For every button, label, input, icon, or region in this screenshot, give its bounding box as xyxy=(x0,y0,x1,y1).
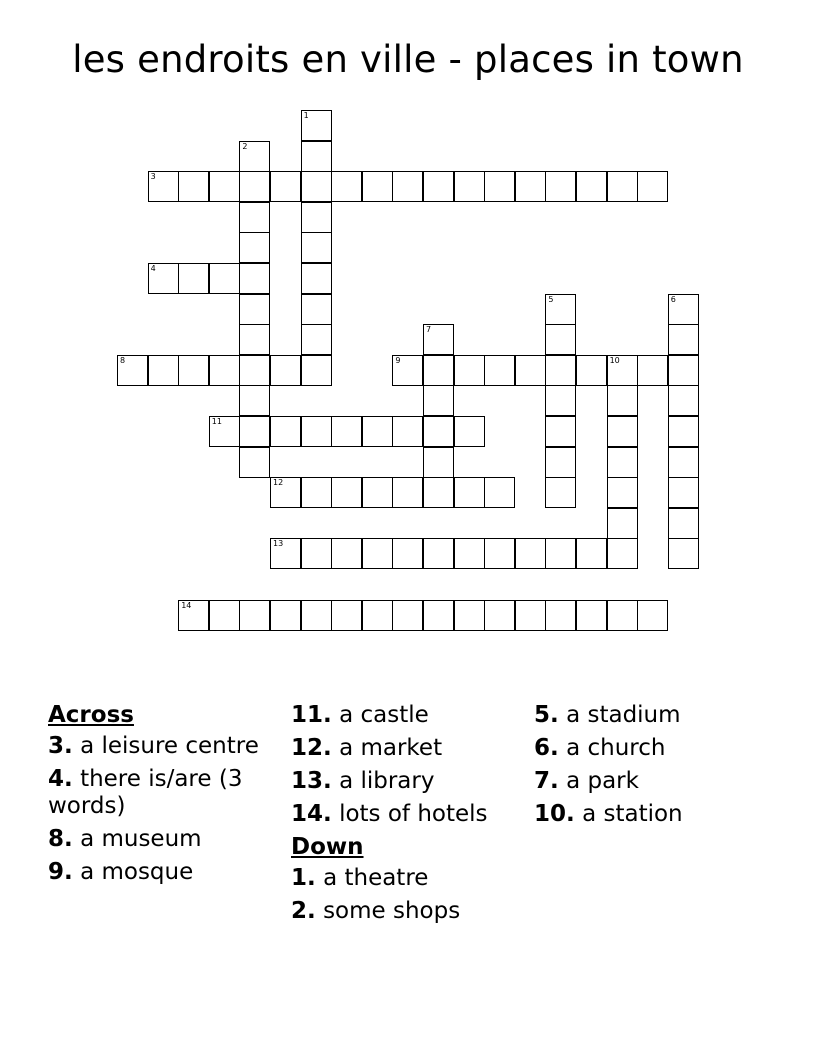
grid-cell[interactable] xyxy=(637,600,668,631)
grid-cell[interactable] xyxy=(209,355,240,386)
grid-cell[interactable] xyxy=(331,477,362,508)
grid-cell[interactable] xyxy=(392,171,423,202)
grid-cell[interactable] xyxy=(301,324,332,355)
grid-cell[interactable] xyxy=(362,600,393,631)
grid-cell[interactable] xyxy=(545,447,576,478)
clue-across-14: 14. lots of hotels xyxy=(291,801,488,827)
grid-cell[interactable] xyxy=(362,416,393,447)
grid-cell[interactable] xyxy=(209,416,240,447)
grid-cell[interactable] xyxy=(484,538,515,569)
grid-cell[interactable] xyxy=(301,110,332,141)
grid-cell[interactable] xyxy=(362,538,393,569)
grid-cell[interactable] xyxy=(301,141,332,172)
grid-cell[interactable] xyxy=(423,416,454,447)
grid-cell[interactable] xyxy=(515,355,546,386)
clue-number: 3 xyxy=(150,172,156,182)
grid-cell[interactable] xyxy=(423,477,454,508)
clue-column-3 xyxy=(534,702,794,834)
grid-cell[interactable] xyxy=(239,324,270,355)
grid-cell[interactable] xyxy=(209,600,240,631)
clue-column-2 xyxy=(291,702,531,931)
clue-number: 9 xyxy=(395,355,401,365)
clue-number: 10 xyxy=(609,355,620,365)
clue-across-11: 11. a castle xyxy=(291,702,429,728)
grid-cell[interactable] xyxy=(209,171,240,202)
grid-cell[interactable] xyxy=(668,538,699,569)
grid-cell[interactable] xyxy=(270,355,301,386)
grid-cell[interactable] xyxy=(392,538,423,569)
grid-cell[interactable] xyxy=(270,416,301,447)
grid-cell[interactable] xyxy=(392,600,423,631)
grid-cell[interactable] xyxy=(668,477,699,508)
clue-number: 1 xyxy=(303,111,309,120)
grid-cell[interactable] xyxy=(454,171,485,202)
grid-cell[interactable] xyxy=(484,477,515,508)
clue-number: 6 xyxy=(670,294,676,304)
clue-across-9: 9. a mosque xyxy=(48,859,194,885)
clue-number: 7 xyxy=(426,325,432,335)
grid-cell[interactable] xyxy=(148,355,179,386)
grid-cell[interactable] xyxy=(454,477,485,508)
clue-down-10: 10. a station xyxy=(534,801,683,827)
grid-cell[interactable] xyxy=(545,294,576,325)
grid-cell[interactable] xyxy=(331,416,362,447)
clue-across-13: 13. a library xyxy=(291,768,435,794)
clue-down-7: 7. a park xyxy=(534,768,639,794)
grid-cell[interactable] xyxy=(301,355,332,386)
grid-cell[interactable] xyxy=(301,202,332,233)
grid-cell[interactable] xyxy=(637,355,668,386)
grid-cell[interactable] xyxy=(178,355,209,386)
grid-cell[interactable] xyxy=(270,171,301,202)
clue-across-8: 8. a museum xyxy=(48,826,202,852)
grid-cell[interactable] xyxy=(545,324,576,355)
grid-cell[interactable] xyxy=(270,600,301,631)
grid-cell[interactable] xyxy=(423,355,454,386)
grid-cell[interactable] xyxy=(239,294,270,325)
grid-cell[interactable] xyxy=(239,447,270,478)
grid-cell[interactable] xyxy=(668,385,699,416)
grid-cell[interactable] xyxy=(301,171,332,202)
grid-cell[interactable] xyxy=(668,447,699,478)
grid-cell[interactable] xyxy=(545,416,576,447)
grid-cell[interactable] xyxy=(178,600,209,631)
grid-cell[interactable] xyxy=(515,600,546,631)
grid-cell[interactable] xyxy=(362,171,393,202)
grid-cell[interactable] xyxy=(392,477,423,508)
grid-cell[interactable] xyxy=(668,355,699,386)
clue-down-2: 2. some shops xyxy=(291,898,461,924)
clue-number: 11 xyxy=(211,417,222,426)
grid-cell[interactable] xyxy=(423,385,454,416)
clue-number: 14 xyxy=(181,600,192,610)
grid-cell[interactable] xyxy=(423,447,454,478)
grid-cell[interactable] xyxy=(301,416,332,447)
grid-cell[interactable] xyxy=(545,385,576,416)
grid-cell[interactable] xyxy=(239,202,270,233)
grid-cell[interactable] xyxy=(607,355,638,386)
grid-cell[interactable] xyxy=(423,600,454,631)
grid-cell[interactable] xyxy=(178,171,209,202)
grid-cell[interactable] xyxy=(423,324,454,355)
page-title: les endroits en ville - places in town xyxy=(72,38,744,81)
grid-cell[interactable] xyxy=(301,477,332,508)
grid-cell[interactable] xyxy=(576,600,607,631)
clue-down-6: 6. a church xyxy=(534,735,666,761)
grid-cell[interactable] xyxy=(301,263,332,294)
grid-cell[interactable] xyxy=(607,385,638,416)
clue-column-1 xyxy=(48,702,283,892)
grid-cell[interactable] xyxy=(668,324,699,355)
grid-cell[interactable] xyxy=(270,538,301,569)
grid-cell[interactable] xyxy=(423,171,454,202)
grid-cell[interactable] xyxy=(239,171,270,202)
grid-cell[interactable] xyxy=(576,355,607,386)
grid-cell[interactable] xyxy=(454,600,485,631)
grid-cell[interactable] xyxy=(423,538,454,569)
grid-cell[interactable] xyxy=(209,263,240,294)
grid-cell[interactable] xyxy=(515,171,546,202)
across-heading: Across xyxy=(48,702,134,728)
grid-cell[interactable] xyxy=(148,171,179,202)
grid-cell[interactable] xyxy=(607,416,638,447)
clue-down-5: 5. a stadium xyxy=(534,702,681,728)
grid-cell[interactable] xyxy=(607,477,638,508)
grid-cell[interactable] xyxy=(668,508,699,539)
grid-cell[interactable] xyxy=(668,294,699,325)
grid-cell[interactable] xyxy=(607,447,638,478)
grid-cell[interactable] xyxy=(239,355,270,386)
grid-cell[interactable] xyxy=(576,538,607,569)
grid-cell[interactable] xyxy=(178,263,209,294)
grid-cell[interactable] xyxy=(331,600,362,631)
clue-number: 2 xyxy=(242,141,248,151)
clue-down-1: 1. a theatre xyxy=(291,865,429,891)
grid-cell[interactable] xyxy=(331,538,362,569)
grid-cell[interactable] xyxy=(239,263,270,294)
grid-cell[interactable] xyxy=(545,538,576,569)
grid-cell[interactable] xyxy=(270,477,301,508)
grid-cell[interactable] xyxy=(239,416,270,447)
down-heading: Down xyxy=(291,834,364,860)
grid-cell[interactable] xyxy=(607,538,638,569)
grid-cell[interactable] xyxy=(239,600,270,631)
grid-cell[interactable] xyxy=(301,600,332,631)
clue-across-3: 3. a leisure centre xyxy=(48,733,259,759)
grid-cell[interactable] xyxy=(239,385,270,416)
grid-cell[interactable] xyxy=(545,355,576,386)
grid-cell[interactable] xyxy=(301,538,332,569)
grid-cell[interactable] xyxy=(454,538,485,569)
clue-across-12: 12. a market xyxy=(291,735,443,761)
grid-cell[interactable] xyxy=(545,600,576,631)
grid-cell[interactable] xyxy=(148,263,179,294)
grid-cell[interactable] xyxy=(392,416,423,447)
grid-cell[interactable] xyxy=(239,141,270,172)
grid-cell[interactable] xyxy=(362,477,393,508)
clue-number: 5 xyxy=(548,294,554,304)
grid-cell[interactable] xyxy=(576,171,607,202)
clue-number: 4 xyxy=(150,264,156,273)
grid-cell[interactable] xyxy=(392,355,423,386)
grid-cell[interactable] xyxy=(515,538,546,569)
grid-cell[interactable] xyxy=(117,355,148,386)
grid-cell[interactable] xyxy=(607,171,638,202)
grid-cell[interactable] xyxy=(484,600,515,631)
grid-cell[interactable] xyxy=(637,171,668,202)
grid-cell[interactable] xyxy=(484,171,515,202)
grid-cell[interactable] xyxy=(668,416,699,447)
clue-number: 8 xyxy=(120,355,126,365)
clue-number: 12 xyxy=(273,478,284,488)
grid-cell[interactable] xyxy=(454,355,485,386)
grid-cell[interactable] xyxy=(331,171,362,202)
grid-cell[interactable] xyxy=(607,508,638,539)
grid-cell[interactable] xyxy=(454,416,485,447)
grid-cell[interactable] xyxy=(301,232,332,263)
grid-cell[interactable] xyxy=(484,355,515,386)
grid-cell[interactable] xyxy=(239,232,270,263)
clue-across-4: 4. there is/are (3 words) xyxy=(48,766,243,819)
grid-cell[interactable] xyxy=(607,600,638,631)
clue-number: 13 xyxy=(273,539,284,549)
grid-cell[interactable] xyxy=(545,171,576,202)
grid-cell[interactable] xyxy=(545,477,576,508)
grid-cell[interactable] xyxy=(301,294,332,325)
